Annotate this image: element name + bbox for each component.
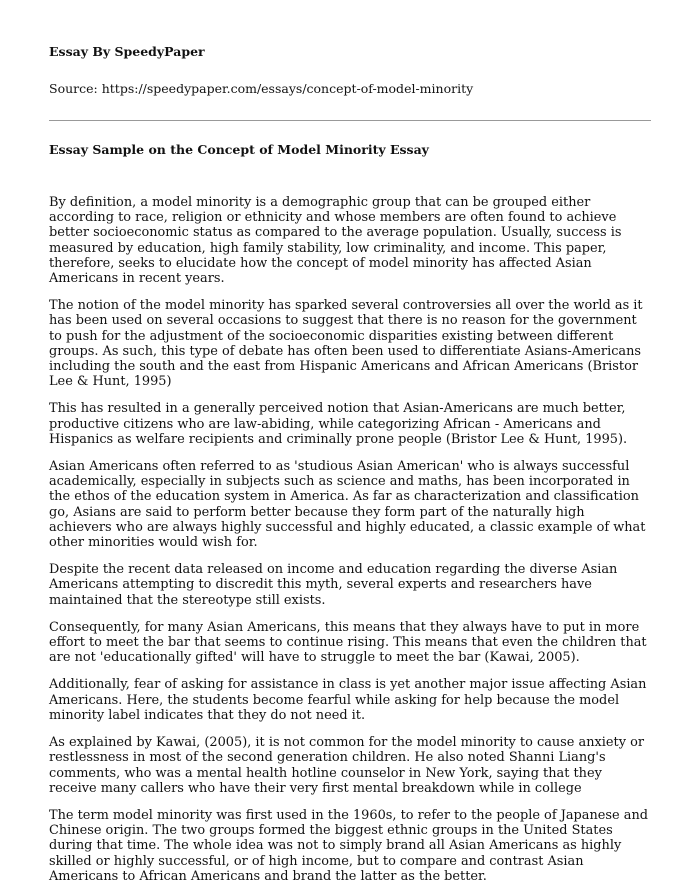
essay-paragraph: By definition, a model minority is a demographic group that can be grouped either according to race, religion or ethnicity and whose members are often found to achieve better socioeconomic status as compared to the average population. Usually, success is measured by education, high family stability, low criminality, and income. This paper, therefore, seeks to elucidate how the concept of model minority has affected Asian Americans in recent years. <box>49 195 622 287</box>
essay-paragraph: This has resulted in a generally perceived notion that Asian-Americans are much better, productive citizens who are law-abiding, while categorizing African - Americans and Hispanics as welfare recipients and criminally prone people (Bristor Lee & Hunt, 1995). <box>49 401 628 447</box>
essay-body <box>49 195 651 884</box>
source-line <box>49 81 651 96</box>
source-label: Source: <box>49 81 98 96</box>
essay-paragraph: The notion of the model minority has sparked several controversies all over the world as it has been used on several occasions to suggest that there is no reason for the government to push for the adjustment of the socioeconomic disparities existing between different groups. As such, this type of debate has often been used to differentiate Asians-Americans including the south and the east from Hispanic Americans and African Americans (Bristor Lee & Hunt, 1995) <box>49 298 643 390</box>
document-header <box>49 0 651 96</box>
essay-paragraph: Consequently, for many Asian Americans, this means that they always have to put in more effort to meet the bar that seems to continue rising. This means that even the children that are not 'educationally gifted' will have to struggle to meet the bar (Kawai, 2005). <box>49 619 647 666</box>
header-divider <box>49 120 651 121</box>
source-url: https://speedypaper.com/essays/concept-of-model-minority <box>101 81 474 96</box>
essay-paragraph: The term model minority was first used in the 1960s, to refer to the people of Japanese and Chinese origin. The two groups formed the biggest ethnic groups in the United States during that time. The whole idea was not to simply brand all Asian Americans as highly skilled or highly successful, or of high income, but to compare and contrast Asian Americans to African Americans and brand the latter as the better. <box>49 807 648 884</box>
essay-paragraph: As explained by Kawai, (2005), it is not common for the model minority to cause anxiety or restlessness in most of the second generation children. He also noted Shanni Liang's comments, who was a mental health hotline counselor in New York, saying that they receive many callers who have their very first mental breakdown while in college <box>49 735 645 796</box>
essay-title: Essay Sample on the Concept of Model Minority Essay <box>49 142 429 157</box>
site-title: Essay By SpeedyPaper <box>49 44 205 59</box>
essay-paragraph: Additionally, fear of asking for assistance in class is yet another major issue affecting Asian Americans. Here, the students become fearful while asking for help because the model minority label indicates that they do not need it. <box>49 677 647 723</box>
essay-paragraph: Despite the recent data released on income and education regarding the diverse Asian Americans attempting to discredit this myth, several experts and researchers have maintained that the stereotype still exists. <box>49 562 618 608</box>
essay-paragraph: Asian Americans often referred to as 'studious Asian American' who is always successful academically, especially in subjects such as science and maths, has been incorporated in the ethos of the education system in America. As far as characterization and classification go, Asians are said to perform better because they form part of the naturally high achievers who are always highly successful and highly educated, a classic example of what other minorities would wish for. <box>49 459 646 551</box>
